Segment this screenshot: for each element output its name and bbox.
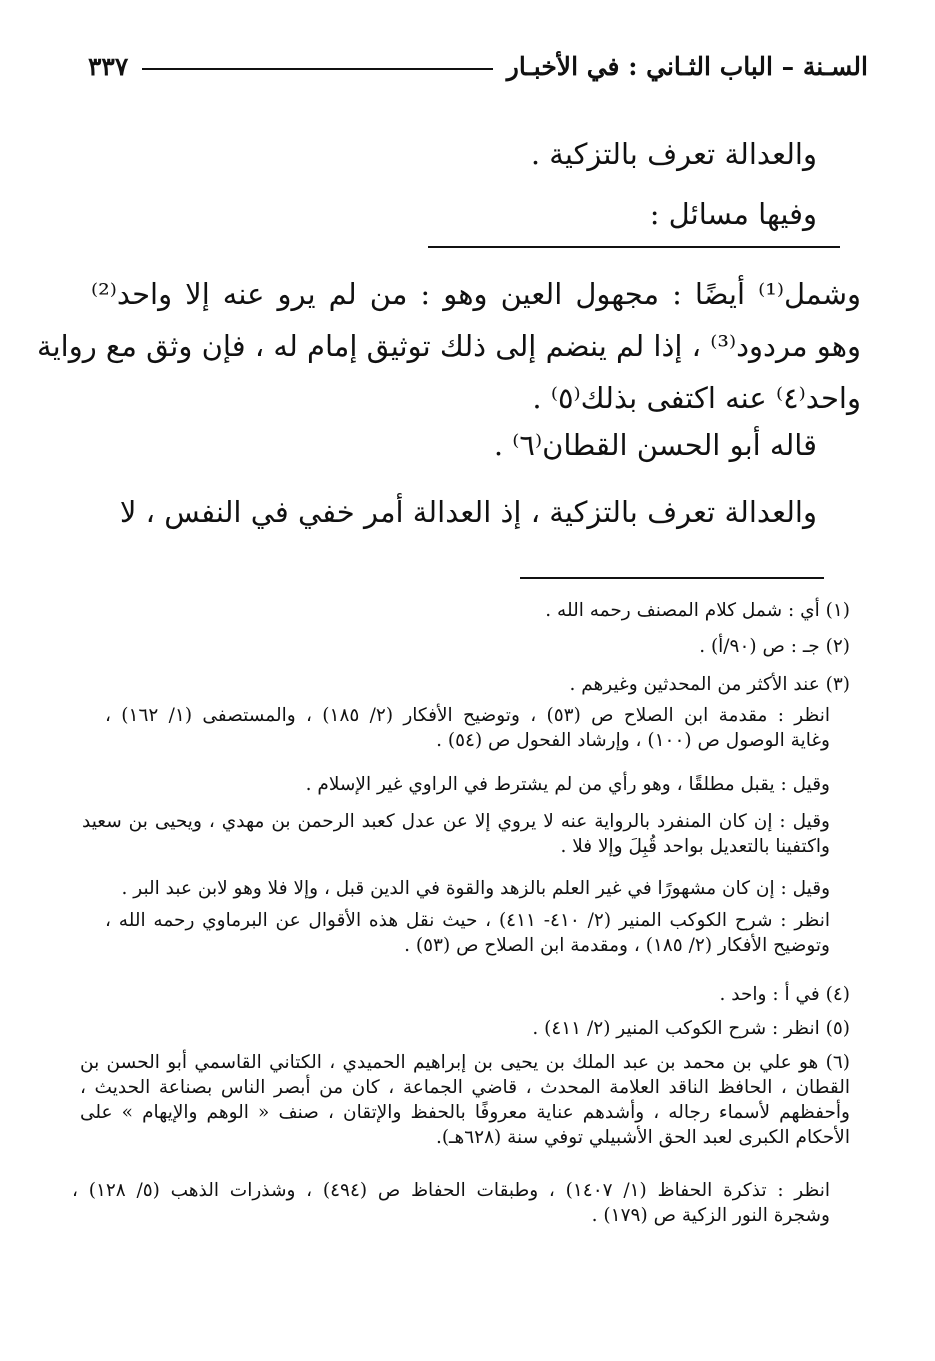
page-header — [88, 46, 868, 86]
footnote-rule — [520, 577, 824, 579]
footnote-6-line-3: وأحفظهم لأسماء رجاله ، وأشدهم عناية معروفًا بالحفظ والإتقان ، صنف « الوهم والإيهام » على — [80, 1102, 850, 1123]
body-line-4: والعدالة تعرف بالتزكية ، إذ العدالة أمر خفي في النفس ، لا — [119, 495, 817, 529]
footnote-3e-line-1: انظر : شرح الكوكب المنير (٢/ ٤١٠- ٤١١) ، حيث نقل هذه الأقوال عن البرماوي رحمه الله ، — [105, 910, 830, 931]
footnote-3e-line-2: وتوضيح الأفكار (٢/ ١٨٥) ، ومقدمة ابن الصلاح ص (٥٣) . — [404, 935, 830, 956]
footnote-5-text: (٥) انظر : شرح الكوكب المنير (٢/ ٤١١) . — [532, 1018, 850, 1039]
footnote-2 — [80, 634, 850, 659]
body-line-1: والعدالة تعرف بالتزكية . — [530, 137, 817, 171]
running-head: السـنة – الباب الثـاني : في الأخبـار — [506, 51, 868, 81]
footnote-3-text: (٣) عند الأكثر من المحدثين وغيرهم . — [569, 674, 850, 695]
body-para1-line-1: وشمل⁽¹⁾ أيضًا : مجهول العين وهو : من لم يرو عنه إلا واحد⁽²⁾ — [91, 277, 861, 311]
footnote-1 — [80, 598, 850, 623]
footnote-3-opinion-b — [75, 772, 830, 797]
footnote-3c-line-2: واكتفينا بالتعديل بواحد قُبِلَ وإلا فلا . — [560, 836, 830, 857]
footnote-3a-line-2: وغاية الوصول ص (١٠٠) ، وإرشاد الفحول ص (٥٤) . — [436, 730, 830, 751]
footnote-6 — [80, 1050, 850, 1150]
footnote-3c-line-1: وقيل : إن كان المنفرد بالرواية عنه لا يروي إلا عن عدل كعبد الرحمن بن مهدي ، ويحيى بن سعيد — [82, 811, 830, 832]
footnote-3d-text: وقيل : إن كان مشهورًا في غير العلم بالزهد والقوة في الدين قبل ، وإلا فلا وهو لابن عبد البر . — [121, 878, 830, 899]
footnote-3-opinion-d — [75, 876, 830, 901]
footnote-6b-line-2: وشجرة النور الزكية ص (١٧٩) . — [591, 1205, 830, 1226]
footnote-6-line-1: (٦) هو علي بن محمد بن عبد الملك بن يحيى بن إبراهيم الحميدي ، الكتاني القاسمي أبو الحسن بن — [80, 1052, 850, 1073]
body-paragraph-1 — [37, 268, 861, 424]
footnote-5 — [80, 1016, 850, 1041]
body-paragraph-2 — [119, 486, 817, 538]
footnote-3-opinion-c — [82, 809, 830, 859]
body-para1-line-3: واحد⁽٤⁾ عنه اكتفى بذلك⁽٥⁾ . — [532, 381, 861, 415]
footnote-4 — [80, 982, 850, 1007]
page-number: ٣٣٧ — [88, 51, 129, 81]
footnote-6-refs — [72, 1178, 830, 1228]
footnote-3-refs-a — [105, 703, 830, 753]
footnote-3-refs-e — [105, 908, 830, 958]
header-rule — [142, 68, 493, 70]
footnote-3 — [80, 672, 850, 697]
footnote-1-text: (١) أي : شمل كلام المصنف رحمه الله . — [545, 600, 850, 621]
footnote-3b-text: وقيل : يقبل مطلقًا ، وهو رأي من لم يشترط في الراوي غير الإسلام . — [305, 774, 830, 795]
footnote-6-line-4: الأحكام الكبرى لعبد الحق الأشبيلي توفي سنة (٦٢٨هـ). — [435, 1127, 850, 1148]
body-para1-line-2: وهو مردود⁽³⁾ ، إذا لم ينضم إلى ذلك توثيق إمام له ، فإن وثق مع رواية — [37, 329, 861, 363]
footnote-2-text: (٢) جـ : ص (٩٠/أ) . — [699, 636, 850, 657]
body-line-2: وفيها مسائل : — [649, 197, 817, 231]
section-rule — [428, 246, 840, 248]
footnote-4-text: (٤) في أ : واحد . — [719, 984, 850, 1005]
footnote-3a-line-1: انظر : مقدمة ابن الصلاح ص (٥٣) ، وتوضيح الأفكار (٢/ ١٨٥) ، والمستصفى (١/ ١٦٢) ، — [105, 705, 830, 726]
footnote-6-line-2: القطان ، الحافظ الناقد العلامة المحدث ، قاضي الجماعة ، كان من أبصر الناس بصناعة الحديث ، — [80, 1077, 850, 1098]
footnote-6b-line-1: انظر : تذكرة الحفاظ (١/ ١٤٠٧) ، وطبقات الحفاظ ص (٤٩٤) ، وشذرات الذهب (٥/ ١٢٨) ، — [72, 1180, 830, 1201]
body-line-3: قاله أبو الحسن القطان⁽٦⁾ . — [493, 428, 817, 462]
